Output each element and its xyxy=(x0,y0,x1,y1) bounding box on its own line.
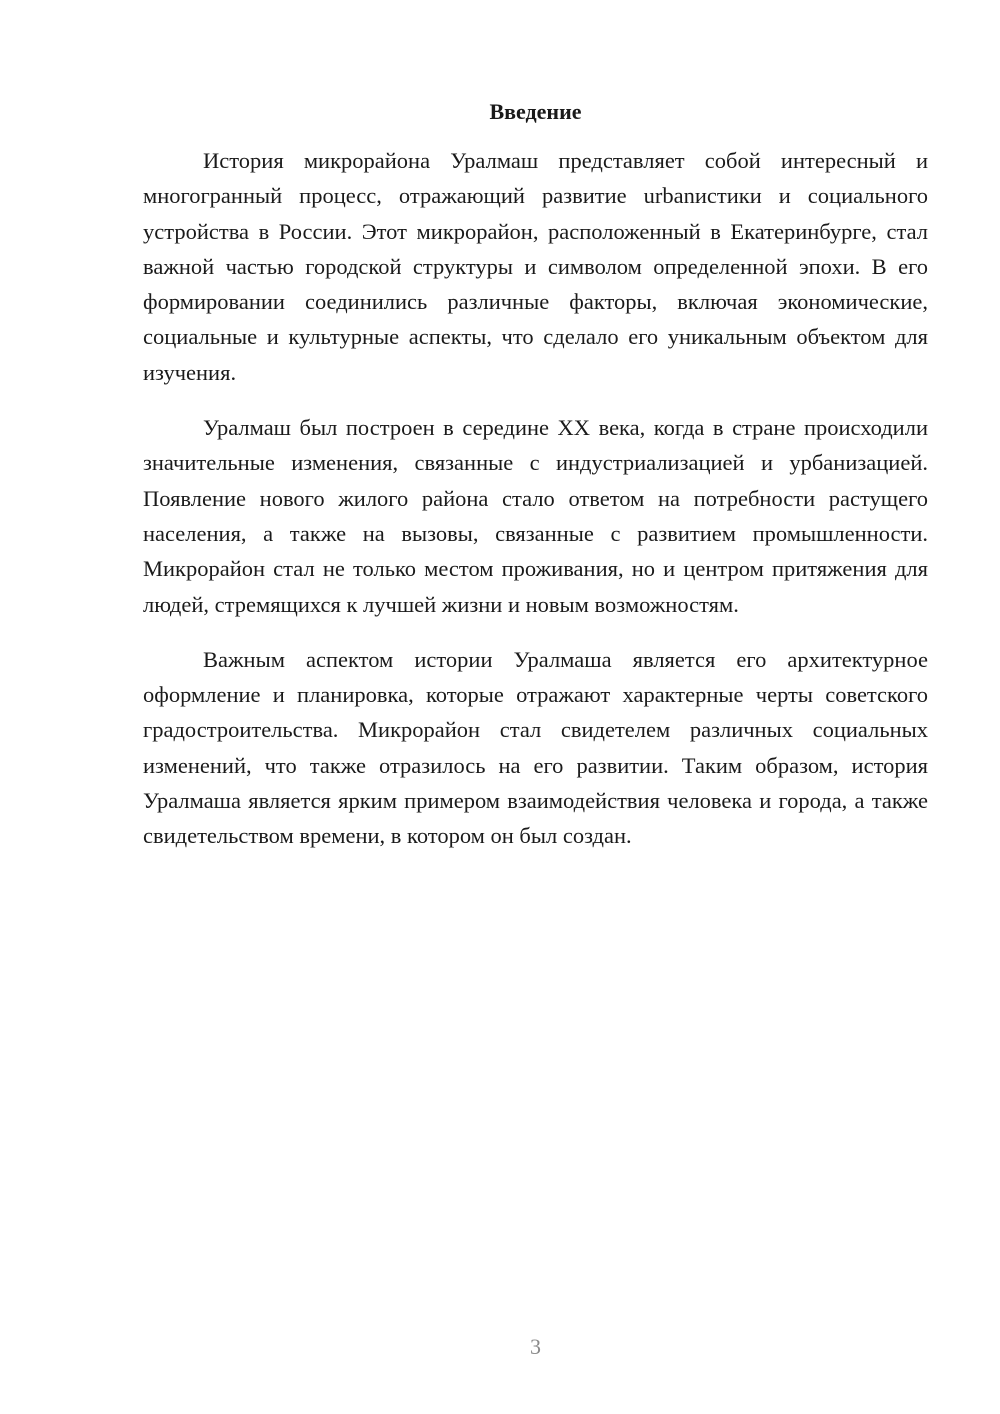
paragraph-3: Важным аспектом истории Уралмаша является его архитектурное оформление и планировка, которые отражают характерные черты советского градостроительства. Микрорайон стал свидетелем различных социальных изменений, что также отразилось на его развитии. Таким образом, история Уралмаша является ярким примером взаимодействия человека и города, а также свидетельством времени, в котором он был создан. xyxy=(143,646,928,849)
paragraph-1: История микрорайона Уралмаш представляет собой интересный и многогранный процесс, отражающий развитие urbanистики и социального устройства в России. Этот микрорайон, расположенный в Екатеринбурге, стал важной частью городской структуры и символом определенной эпохи. В его формировании соединились различные факторы, включая экономические, социальные и культурные аспекты, что сделало его уникальным объектом для изучения. xyxy=(143,148,928,385)
page-number: 3 xyxy=(530,1334,541,1359)
paragraph-2: Уралмаш был построен в середине XX века, когда в стране происходили значительные изменения, связанные с индустриализацией и урбанизацией. Появление нового жилого района стало ответом на потребности растущего населения, а также на вызовы, связанные с развитием промышленности. Микрорайон стал не только местом проживания, но и центром притяжения для людей, стремящихся к лучшей жизни и новым возможностям. xyxy=(143,415,928,617)
page-title: Введение xyxy=(489,99,582,124)
body-text xyxy=(143,143,928,874)
